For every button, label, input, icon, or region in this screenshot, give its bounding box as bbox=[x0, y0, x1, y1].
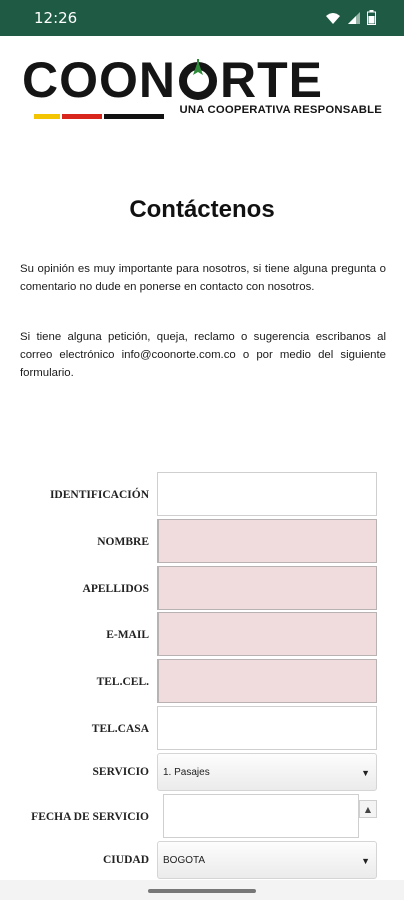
email-input[interactable] bbox=[157, 612, 377, 656]
battery-icon bbox=[367, 10, 376, 25]
telcel-label: TEL.CEL. bbox=[96, 676, 149, 688]
status-bar bbox=[0, 0, 404, 36]
signal-icon bbox=[347, 11, 361, 25]
status-icons bbox=[325, 10, 376, 25]
home-indicator[interactable] bbox=[148, 889, 256, 893]
compass-o-icon bbox=[176, 54, 220, 106]
telcasa-label: TEL.CASA bbox=[91, 723, 149, 735]
identificacion-input[interactable] bbox=[157, 472, 377, 516]
ciudad-value: BOGOTA bbox=[163, 854, 206, 866]
status-time: 12:26 bbox=[34, 9, 78, 27]
coonorte-logo[interactable] bbox=[22, 54, 384, 122]
logo-stripe-black bbox=[104, 114, 164, 119]
apellidos-label: APELLIDOS bbox=[82, 583, 149, 595]
nombre-input[interactable] bbox=[157, 519, 377, 563]
fecha-input[interactable] bbox=[163, 794, 359, 838]
form-row-servicio bbox=[0, 753, 404, 791]
page-title: Contáctenos bbox=[129, 196, 275, 223]
logo-tagline: UNA COOPERATIVA RESPONSABLE bbox=[179, 104, 382, 116]
form-row-telcasa bbox=[0, 706, 404, 752]
apellidos-input[interactable] bbox=[157, 566, 377, 610]
logo-letters-right: RTE bbox=[220, 52, 323, 108]
logo-wordmark bbox=[22, 54, 323, 106]
chevron-down-icon: ▼ bbox=[361, 856, 370, 866]
instructions-paragraph: Si tiene alguna petición, queja, reclamo o sugerencia escribanos al correo electrónico info@coonorte.com.co o por medio del siguiente formulario. bbox=[20, 331, 386, 379]
form-row-apellidos bbox=[0, 566, 404, 612]
logo-letters-left: COON bbox=[22, 52, 176, 108]
servicio-value: 1. Pasajes bbox=[163, 766, 210, 778]
intro-paragraph: Su opinión es muy importante para nosotros, si tiene alguna pregunta o comentario no dude en ponerse en contacto con nosotros. bbox=[20, 263, 386, 293]
form-row-telcel bbox=[0, 659, 404, 705]
form-row-fecha bbox=[0, 794, 404, 840]
fecha-label: FECHA DE SERVICIO bbox=[31, 811, 149, 823]
wifi-icon bbox=[325, 11, 341, 25]
logo-stripe-yellow bbox=[34, 114, 60, 119]
servicio-label: SERVICIO bbox=[92, 766, 149, 778]
email-label: E-MAIL bbox=[106, 629, 149, 641]
logo-stripe-red bbox=[62, 114, 102, 119]
chevron-down-icon: ▼ bbox=[361, 768, 370, 778]
date-spinner-icon[interactable]: ▲ bbox=[359, 800, 377, 818]
form-row-nombre bbox=[0, 519, 404, 565]
identificacion-label: IDENTIFICACIÓN bbox=[49, 489, 149, 501]
ciudad-select[interactable] bbox=[157, 841, 377, 879]
telcel-input[interactable] bbox=[157, 659, 377, 703]
servicio-select[interactable] bbox=[157, 753, 377, 791]
form-row-email bbox=[0, 612, 404, 658]
telcasa-input[interactable] bbox=[157, 706, 377, 750]
form-row-identificacion bbox=[0, 472, 404, 518]
ciudad-label: CIUDAD bbox=[103, 854, 149, 866]
form-row-ciudad bbox=[0, 841, 404, 879]
nombre-label: NOMBRE bbox=[97, 536, 149, 548]
